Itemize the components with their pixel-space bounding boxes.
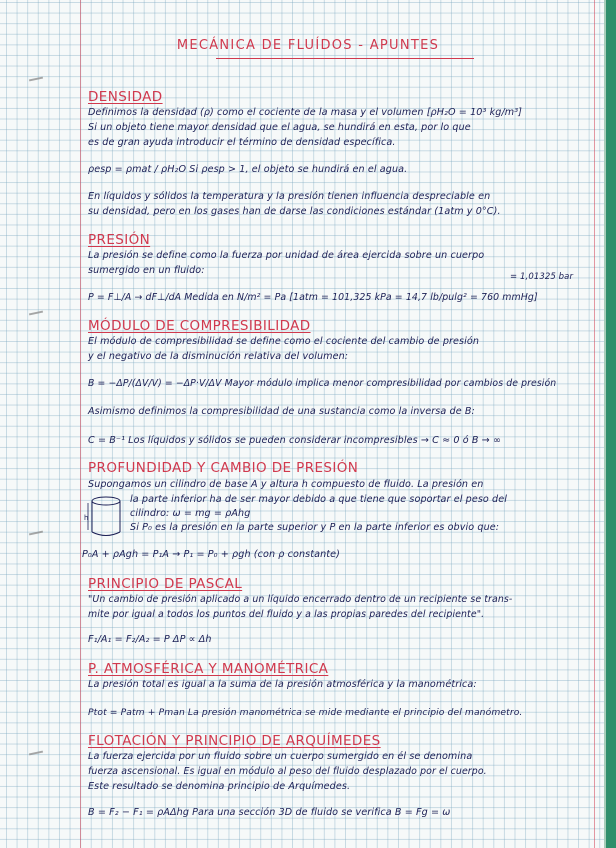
pascal-line: mite por igual a todos los puntos del fluido y a las propias paredes del recipiente". bbox=[88, 609, 485, 620]
punch-hole-mark bbox=[29, 77, 43, 82]
title-underline bbox=[216, 58, 474, 59]
margin-line-right bbox=[594, 0, 595, 848]
presion-annotation: = 1,01325 bar bbox=[510, 272, 574, 282]
modulo-line: El módulo de compresibilidad se define como el cociente del cambio de presión bbox=[88, 336, 480, 347]
heading-atmosferica: P. ATMOSFÉRICA Y MANOMÉTRICA bbox=[88, 661, 329, 677]
presion-line: La presión se define como la fuerza por unidad de área ejercida sobre un cuerpo bbox=[88, 250, 485, 261]
pascal-formula: F₁/A₁ = F₂/A₂ = P ΔP ∝ Δh bbox=[88, 634, 212, 645]
profundidad-formula: P₀A + ρAgh = P₁A → P₁ = P₀ + ρgh (con ρ constante) bbox=[82, 549, 340, 560]
page-title: MECÁNICA DE FLUÍDOS - APUNTES bbox=[176, 38, 440, 53]
profundidad-line: la parte inferior ha de ser mayor debido a que tiene que soportar el peso del bbox=[130, 494, 508, 505]
atmosferica-line: Ptot = Patm + Pman La presión manométrica se mide mediante el principio del manómetro. bbox=[88, 707, 523, 718]
presion-line: sumergido en un fluido: bbox=[88, 265, 205, 276]
modulo-line: C = B⁻¹ Los líquidos y sólidos se pueden considerar incompresibles → C ≈ 0 ó B → ∞ bbox=[88, 435, 502, 446]
flotacion-line: fuerza ascensional. Es igual en módulo al peso del fluido desplazado por el cuerpo. bbox=[88, 766, 487, 777]
heading-presion: PRESIÓN bbox=[88, 232, 151, 248]
cylinder-height-label: h bbox=[84, 514, 89, 522]
profundidad-line: cilindro: ω = mg = ρAhg bbox=[130, 508, 251, 519]
heading-profundidad: PROFUNDIDAD Y CAMBIO DE PRESIÓN bbox=[88, 460, 359, 476]
densidad-line: su densidad, pero en los gases han de darse las condiciones estándar (1atm y 0°C). bbox=[88, 206, 501, 217]
modulo-line: y el negativo de la disminución relativa del volumen: bbox=[88, 351, 349, 362]
modulo-line: Asimismo definimos la compresibilidad de una sustancia como la inversa de B: bbox=[88, 406, 475, 417]
presion-formula: P = F⊥/A → dF⊥/dA Medida en N/m² = Pa [1atm = 101,325 kPa = 14,7 lb/pulg² = 760 mmHg] bbox=[88, 292, 538, 303]
flotacion-line: Este resultado se denomina principio de Arquímedes. bbox=[88, 781, 351, 792]
densidad-formula: ρesp = ρmat / ρH₂O Si ρesp > 1, el objeto se hundirá en el agua. bbox=[88, 164, 408, 175]
profundidad-line: Si P₀ es la presión en la parte superior y P en la parte inferior es obvio que: bbox=[130, 522, 500, 533]
heading-modulo: MÓDULO DE COMPRESIBILIDAD bbox=[88, 318, 311, 334]
punch-hole-mark bbox=[29, 531, 43, 536]
densidad-line: En líquidos y sólidos la temperatura y la presión tienen influencia despreciable en bbox=[88, 191, 491, 202]
margin-line bbox=[80, 0, 81, 848]
densidad-line: Si un objeto tiene mayor densidad que el agua, se hundirá en esta, por lo que bbox=[88, 122, 471, 133]
flotacion-line: La fuerza ejercida por un fluido sobre un cuerpo sumergido en él se denomina bbox=[88, 751, 473, 762]
pascal-line: "Un cambio de presión aplicado a un líquido encerrado dentro de un recipiente se trans- bbox=[88, 594, 513, 605]
heading-flotacion: FLOTACIÓN Y PRINCIPIO DE ARQUÍMEDES bbox=[88, 733, 381, 749]
heading-densidad: DENSIDAD bbox=[88, 89, 163, 105]
punch-hole-mark bbox=[29, 311, 43, 316]
modulo-formula: B = −ΔP/(ΔV/V) = −ΔP·V/ΔV Mayor módulo implica menor compresibilidad por cambios de presión bbox=[88, 378, 557, 389]
atmosferica-line: La presión total es igual a la suma de la presión atmosférica y la manométrica: bbox=[88, 679, 477, 690]
punch-hole-mark bbox=[29, 751, 43, 756]
flotacion-formula: B = F₂ − F₁ = ρAΔhg Para una sección 3D de fluido se verifica B = Fg = ω bbox=[88, 807, 451, 818]
profundidad-line: Supongamos un cilindro de base A y altura h compuesto de fluido. La presión en bbox=[88, 479, 484, 490]
binding-edge bbox=[606, 0, 616, 848]
heading-pascal: PRINCIPIO DE PASCAL bbox=[88, 576, 243, 592]
cylinder-sketch bbox=[84, 494, 126, 540]
densidad-line: es de gran ayuda introducir el término de densidad específica. bbox=[88, 137, 396, 148]
densidad-line: Definimos la densidad (ρ) como el cociente de la masa y el volumen [ρH₂O = 10³ kg/m³] bbox=[88, 107, 523, 118]
